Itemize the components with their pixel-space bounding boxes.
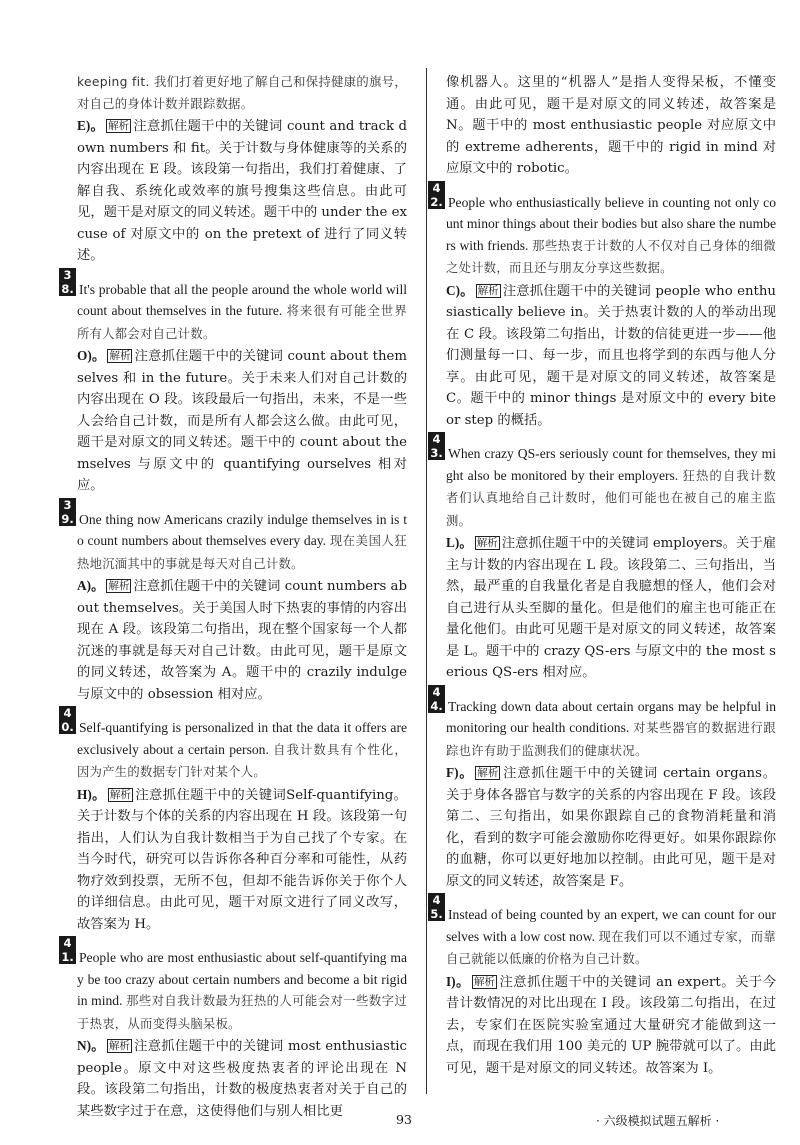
answer-analysis <box>77 115 407 267</box>
statement-text: People who enthusiastically believe in counting not only count minor things about their bodies but also share the numbers with friends. <box>446 194 776 253</box>
translation-text: 对某些器官的数据进行跟踪也许有助于监测我们的健康状况。 <box>446 721 776 758</box>
answer-letter: E)。 <box>77 118 105 133</box>
analysis-text: 注意抓住题干中的关键词 count numbers about themselves。关于美国人时下热衷的事情的内容出现在 A 段。该段第二句指出，现在整个国家每一个人都沉迷的事就是每天对自己计数。由此可见，题干是原文的同义转述，故答案为 A。题干中的 crazily indulge 与原文中的 obsession 相对应。 <box>77 579 407 702</box>
analysis-tag: 解析 <box>108 580 130 592</box>
translation-text: 那些对自我计数最为狂热的人可能会对一些数字过于热衷，从而变得头脑呆板。 <box>77 994 407 1031</box>
analysis-text: 注意抓住题干中的关键词 most enthusiastic people。原文中对这些极度热衷者的评论出现在 N 段。该段第二句指出，计数的极度热衷者对关于自己的某些数字过于在意，这使得他们与别人相比更 <box>77 1039 408 1119</box>
question-number: 40. <box>59 706 76 734</box>
column-divider <box>426 68 427 1094</box>
right-column <box>430 72 777 1080</box>
question-number: 41. <box>59 936 76 964</box>
page-number: 93 <box>396 1112 412 1127</box>
statement-text: When crazy QS-ers seriously count for themselves, they might also be monitored by their employers. <box>446 446 776 483</box>
analysis-text: 注意抓住题干中的关键词Self-quantifying。关于计数与个体的关系的内容出现在 H 段。该段第一句指出，人们认为自我计数相当于为自己找了个专家。在当今时代，研究可以告诉你各种百分率和可能性，从药物疗效到投票，无所不包，但却不能告诉你关于你个人的详细信息。由此可见，题干对原文进行了同义改写，故答案为 H。 <box>77 787 407 932</box>
answer-analysis <box>446 971 776 1080</box>
analysis-tag: 解析 <box>108 1040 130 1052</box>
analysis-text: 注意抓住题干中的关键词 employers。关于雇主与计数的内容出现在 L 段。该段第二、三句指出，当然，最严重的自我量化者是自我臆想的怪人，他们会对自己进行从头至脚的量化。但是他们的雇主也可能正在量化他们。由此可见题干是对原文的同义转述，故答案是 L。题干中的 crazy QS-ers 与原文中的 the most serious QS-ers 相对应。 <box>446 536 777 680</box>
answer-letter: H)。 <box>77 786 106 802</box>
translation-text: 将来很有可能全世界所有人都会对自己计数。 <box>77 304 408 341</box>
question-item-45 <box>430 893 776 1079</box>
question-number: 39. <box>59 498 76 526</box>
analysis-tag: 解析 <box>476 537 498 549</box>
answer-analysis <box>77 345 407 497</box>
answer-analysis <box>77 784 407 936</box>
analysis-text: 注意抓住题干中的关键词 count and track down numbers 和 fit。关于计数与身体健康等的关系的内容出现在 E 段。该段第一句指出，我们打着健康、了解自我、系统化或效率的旗号搜集这些信息。由此可见，题干是对原文的同义转述。题干中的 under the excuse of 对原文中的 on the pretext of 进行了同义转述。 <box>77 119 408 263</box>
question-number: 45. <box>428 893 445 921</box>
statement-text: People who are most enthusiastic about self-quantifying may be too crazy about certain numbers and become a bit rigid in mind. <box>77 950 407 1008</box>
question-statement <box>430 432 776 532</box>
answer-letter: N)。 <box>77 1038 105 1053</box>
answer-analysis <box>77 575 407 705</box>
translation-text: 那些热衷于计数的人不仅对自己身体的细微之处计数，而且还与朋友分享这些数据。 <box>446 238 776 275</box>
question-item-38 <box>61 267 408 497</box>
analysis-text: 注意抓住题干中的关键词 certain organs。关于身体各器官与数字的关系的内容出现在 F 段。该段第二、三句指出，如果你跟踪自己的食物消耗量和消化，看到的数字可能会激励你吃得更好。如果你跟踪你的血糖，你可以更好地加以控制。由此可见，题干是对原文的同义转述，故答案是 F。 <box>446 766 776 889</box>
analysis-text: 注意抓住题干中的关键词 count about themselves 和 in the future。关于未来人们对自己计数的内容出现在 O 段。该段最后一句指出，未来，不是一些人会给自己计数，而是所有人都会这么做。由此可见，题干是对原文的同义转述。题干中的 count about themselves 与原文中的 quantifying ourselves 相对应。 <box>77 349 407 493</box>
statement-text: Self-quantifying is personalized in that the data it offers are exclusively about a certain person. <box>77 720 407 757</box>
question-statement <box>61 267 408 346</box>
translation-text: 自我计数具有个性化，因为产生的数据专门针对某个人。 <box>77 742 407 779</box>
analysis-text: 注意抓住题干中的关键词 an expert。关于今昔计数情况的对比出现在 I 段。该段第二句指出，在过去，专家们在医院实验室通过大量研究才能做到这一点，而现在我们用 100 美元的 UP 腕带就可以了。由此可见，题干是对原文的同义转述。故答案为 I。 <box>446 974 776 1076</box>
analysis-tag: 解析 <box>108 120 130 132</box>
question-statement <box>61 936 407 1035</box>
answer-analysis <box>446 532 776 684</box>
answer-analysis <box>446 762 776 892</box>
answer-letter: F)。 <box>446 765 474 780</box>
question-number: 44. <box>428 685 445 713</box>
analysis-text: 像机器人。这里的“机器人”是指人变得呆板，不懂变通。由此可见，题干是对原文的同义转述，故答案是 N。题干中的 most enthusiastic people 对应原文中的 extreme adherents，题干中的 rigid in mind 对应原文中的 robotic。 <box>446 75 776 176</box>
continuation-block <box>446 72 776 180</box>
translation-text: 现在我们可以不通过专家，而靠自己就能以低廉的价格为自己计数。 <box>446 929 776 966</box>
question-item-40 <box>61 706 407 935</box>
answer-letter: O)。 <box>77 348 106 363</box>
question-statement <box>430 684 776 763</box>
statement-text: Tracking down data about certain organs may be helpful in monitoring our health conditions. <box>446 698 776 735</box>
analysis-tag: 解析 <box>109 350 131 362</box>
question-number: 38. <box>59 268 76 296</box>
question-statement <box>430 893 776 971</box>
question-item-44 <box>430 684 776 893</box>
translation-text: 现在美国人狂热地沉湎其中的事就是每天对自己计数。 <box>77 534 408 571</box>
question-item-39 <box>61 497 408 706</box>
analysis-tag: 解析 <box>477 284 499 297</box>
running-footer-title: · 六级模拟试题五解析 · <box>596 1114 720 1128</box>
analysis-tag: 解析 <box>473 975 495 988</box>
statement-text: It's probable that all the people around the whole world will count about themselves in the future. <box>77 281 407 318</box>
translation-text: keeping fit. 我们打着更好地了解自己和保持健康的旗号，对自己的身体计数并跟踪数据。 <box>77 75 407 111</box>
answer-analysis <box>446 280 776 432</box>
question-item-42 <box>430 180 777 432</box>
translation-text: 狂热的自我计数者们认真地给自己计数时，他们可能也在被自己的雇主监测。 <box>446 468 776 528</box>
answer-letter: L)。 <box>446 535 473 550</box>
answer-analysis <box>77 1035 407 1122</box>
question-number: 42. <box>428 181 445 209</box>
left-column <box>61 72 408 1123</box>
question-statement <box>61 497 408 576</box>
answer-letter: A)。 <box>77 578 105 593</box>
question-statement <box>430 180 776 280</box>
answer-letter: I)。 <box>446 973 470 989</box>
analysis-text: 注意抓住题干中的关键词 people who enthusiastically believe in。关于热衷计数的人的举动出现在 C 段。该段第二句指出，计数的信徒更进一步——他们测量每一口、每一步，而且也将学到的东西与他人分享。由此可见，题干是对原文的同义转述，故答案是 C。题干中的 minor things 是对原文中的 every bite or step 的概括。 <box>446 283 777 428</box>
statement-text: Instead of being counted by an expert, we can count for ourselves with a low cost now. <box>446 907 776 944</box>
answer-letter: C)。 <box>446 282 474 298</box>
analysis-tag: 解析 <box>109 788 131 801</box>
question-item-43 <box>430 432 777 684</box>
question-statement <box>61 706 407 784</box>
statement-text: One thing now Americans crazily indulge themselves in is to count numbers about themselves every day. <box>77 511 407 548</box>
analysis-tag: 解析 <box>477 767 499 779</box>
question-number: 43. <box>428 432 445 460</box>
continuation-block <box>77 72 407 267</box>
